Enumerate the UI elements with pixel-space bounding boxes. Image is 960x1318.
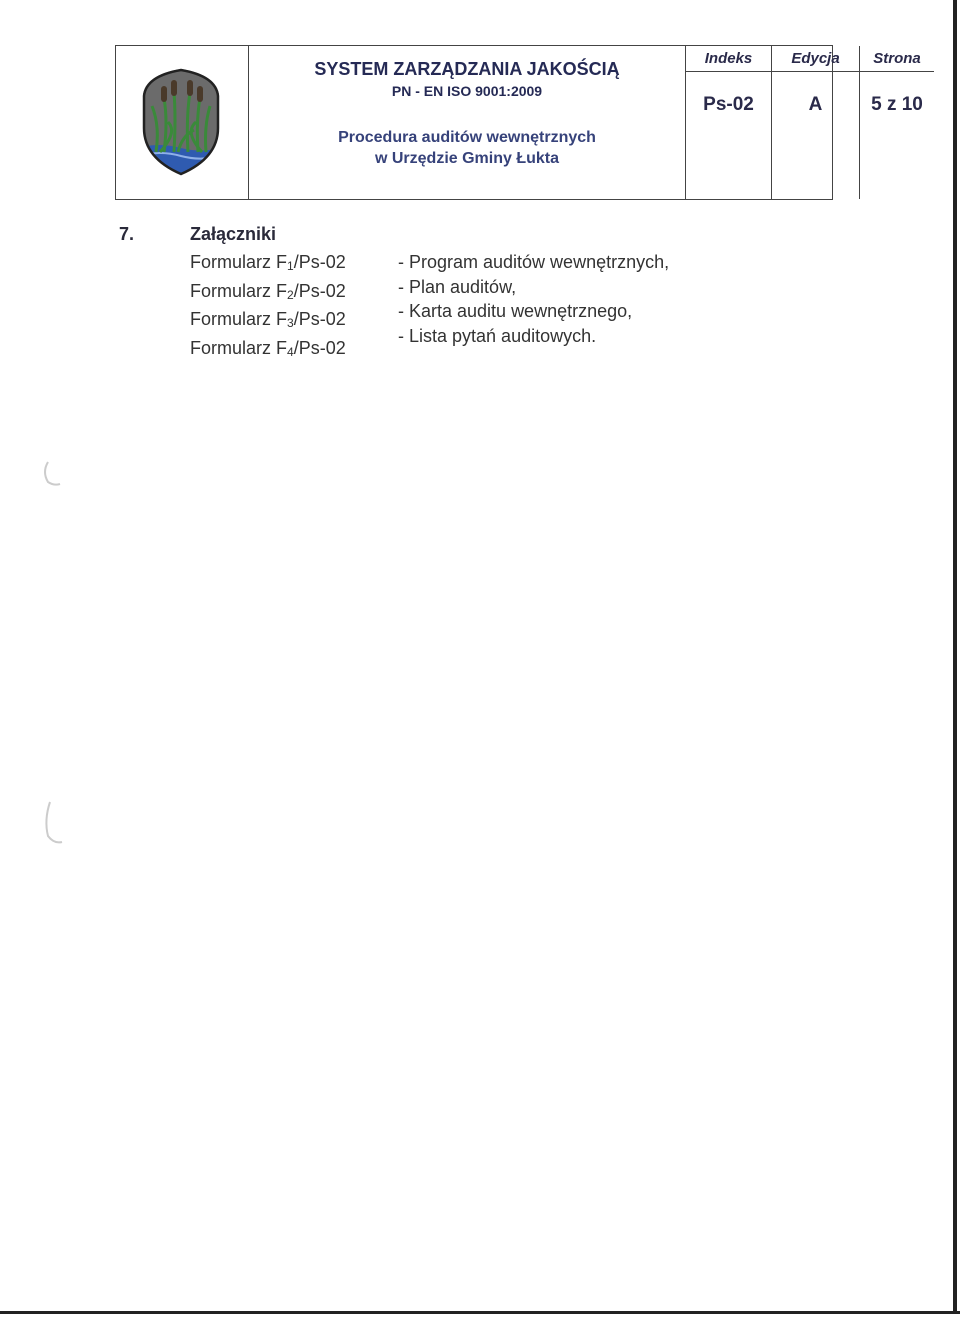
municipality-coat-of-arms-icon — [138, 66, 224, 178]
form-subscript: 4 — [287, 344, 294, 359]
procedure-title: Procedura auditów wewnętrznych — [338, 129, 596, 146]
page-edge-right — [953, 0, 957, 1312]
attachment-form — [190, 307, 346, 336]
section-number: 7. — [119, 224, 135, 244]
form-subscript: 2 — [287, 287, 294, 302]
edycja-label: Edycja — [791, 50, 840, 67]
attachment-form — [190, 250, 346, 279]
iso-standard-label: PN - EN ISO 9001:2009 — [391, 83, 543, 99]
section-title: Załączniki — [190, 224, 277, 244]
form-prefix: Formularz F — [190, 280, 288, 301]
indeks-cell — [686, 46, 772, 199]
punch-hole-mark-icon — [40, 800, 64, 850]
header-divider — [772, 71, 859, 72]
attachment-form — [190, 336, 346, 365]
title-cell — [249, 46, 686, 199]
header-divider — [686, 71, 771, 72]
form-suffix: /Ps-02 — [293, 337, 346, 358]
attachment-description: - Program auditów wewnętrznych, — [398, 252, 670, 272]
punch-hole-mark-icon — [40, 460, 64, 490]
attachment-description: - Plan auditów, — [398, 276, 517, 297]
strona-cell — [860, 46, 934, 199]
attachment-description-list — [398, 250, 669, 348]
indeks-label: Indeks — [704, 50, 753, 67]
edycja-value: A — [808, 94, 823, 115]
attachment-description: - Lista pytań auditowych. — [398, 325, 597, 346]
strona-label: Strona — [873, 50, 921, 67]
indeks-value: Ps-02 — [703, 94, 754, 115]
form-suffix: /Ps-02 — [293, 309, 346, 329]
header-divider — [860, 71, 934, 72]
form-subscript: 3 — [287, 316, 294, 330]
form-prefix: Formularz F — [190, 252, 288, 272]
office-name: w Urzędzie Gminy Łukta — [374, 150, 560, 167]
strona-value: 5 z 10 — [871, 94, 923, 115]
form-suffix: /Ps-02 — [293, 280, 346, 301]
logo-cell — [116, 46, 249, 199]
attachment-form-list — [190, 250, 346, 364]
form-prefix: Formularz F — [190, 309, 288, 329]
form-prefix: Formularz F — [190, 337, 288, 358]
attachment-description: - Karta auditu wewnętrznego, — [398, 301, 633, 321]
document-header-table — [115, 45, 923, 200]
page-edge-bottom — [0, 1311, 960, 1314]
edycja-cell — [772, 46, 860, 199]
quality-system-title: SYSTEM ZARZĄDZANIA JAKOŚCIĄ — [314, 59, 620, 79]
form-suffix: /Ps-02 — [293, 252, 346, 272]
form-subscript: 1 — [287, 259, 294, 273]
attachment-form — [190, 279, 346, 308]
